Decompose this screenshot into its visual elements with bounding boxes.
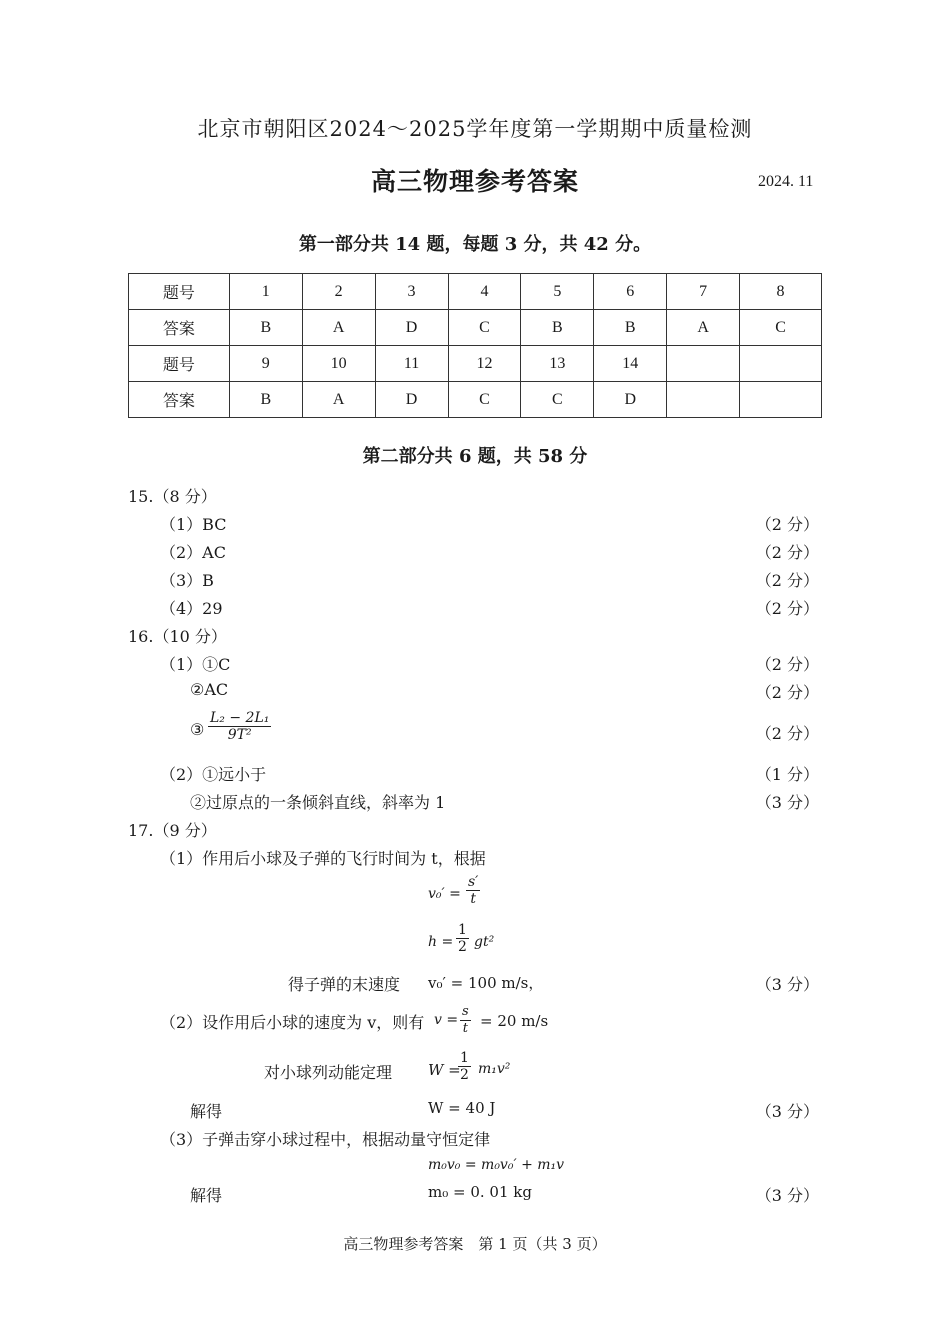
- fraction-denominator: 9T²: [227, 727, 252, 743]
- q15-item: [0, 512, 950, 536]
- equation-lhs: v =: [434, 1012, 459, 1028]
- table-cell: 12: [448, 346, 521, 382]
- equation-rhs: = 20 m/s: [480, 1012, 549, 1030]
- part2-heading: 第二部分共 6 题，共 58 分: [362, 446, 588, 467]
- q17-title-row: [0, 818, 950, 842]
- circled-number: ③: [190, 720, 205, 739]
- q15-title: 15.（8 分）: [128, 487, 217, 506]
- fraction: [458, 1050, 471, 1083]
- q17-ke-theorem: [0, 1050, 950, 1094]
- q17-text: （2）设作用后小球的速度为 v，则有: [160, 1013, 425, 1032]
- table-cell: B: [229, 310, 302, 346]
- equation-rhs: gt²: [474, 934, 495, 950]
- q16-item: [0, 790, 950, 814]
- table-cell: A: [302, 310, 375, 346]
- q15-item-points: （2 分）: [755, 571, 819, 590]
- table-cell: D: [375, 310, 448, 346]
- table-cell: [667, 346, 740, 382]
- q17-text: （3）子弹击穿小球过程中，根据动量守恒定律: [160, 1130, 491, 1149]
- equation: v₀′ = 100 m/s，: [428, 974, 544, 992]
- q16-title: 16.（10 分）: [128, 627, 227, 646]
- fraction: [456, 922, 469, 955]
- equation: m₀ = 0. 01 kg: [428, 1183, 532, 1201]
- table-cell: 14: [594, 346, 667, 382]
- table-row: [129, 310, 822, 346]
- q16-item-label: ②过原点的一条倾斜直线，斜率为 1: [190, 793, 446, 812]
- fraction: [466, 874, 480, 907]
- table-row: [129, 346, 822, 382]
- q17-part2-result: [0, 1099, 950, 1123]
- q16-item: [0, 652, 950, 676]
- table-cell: C: [448, 382, 521, 418]
- equation: m₀v₀ = m₀v₀′ + m₁v: [428, 1157, 565, 1173]
- equation-lhs: W =: [428, 1061, 461, 1079]
- q17-text: 解得: [190, 1102, 223, 1121]
- page-title: 高三物理参考答案: [370, 167, 579, 196]
- equation-lhs: h =: [428, 934, 454, 950]
- equation: W = 40 J: [428, 1099, 496, 1117]
- q17-part1-intro: [0, 846, 950, 870]
- table-cell: [667, 382, 740, 418]
- q15-item-label: （2）AC: [160, 543, 226, 562]
- q16-item-points: （3 分）: [755, 793, 819, 812]
- q15-item-points: （2 分）: [755, 599, 819, 618]
- table-cell: D: [375, 382, 448, 418]
- q15-item-points: （2 分）: [755, 515, 819, 534]
- page-footer: 高三物理参考答案 第 1 页（共 3 页）: [343, 1235, 607, 1253]
- q17-text: 对小球列动能定理: [264, 1063, 393, 1082]
- q15-item: [0, 540, 950, 564]
- table-row: [129, 274, 822, 310]
- table-cell: 4: [448, 274, 521, 310]
- table-row: [129, 382, 822, 418]
- fraction-denominator: t: [462, 1021, 468, 1036]
- exam-header: 北京市朝阳区2024～2025学年度第一学期期中质量检测: [197, 117, 753, 141]
- table-cell: 9: [229, 346, 302, 382]
- q16-item-points: （1 分）: [755, 765, 819, 784]
- q17-text: （1）作用后小球及子弹的飞行时间为 t，根据: [160, 849, 486, 868]
- q17-text: 得子弹的末速度: [288, 975, 401, 994]
- q17-part3-intro: [0, 1127, 950, 1151]
- fraction-numerator: s′: [468, 874, 479, 890]
- table-cell: C: [521, 382, 594, 418]
- q15-item-label: （1）BC: [160, 515, 227, 534]
- fraction-denominator: 2: [460, 1067, 469, 1083]
- table-cell: B: [594, 310, 667, 346]
- fraction-numerator: 1: [458, 922, 467, 938]
- q16-item-points: （2 分）: [755, 655, 819, 674]
- table-row-header: 答案: [129, 310, 230, 346]
- table-row-header: 题号: [129, 346, 230, 382]
- table-cell: [740, 346, 822, 382]
- q16-item-points: （2 分）: [755, 683, 819, 702]
- q17-points: （3 分）: [755, 975, 819, 994]
- q16-item-label: ②AC: [190, 680, 229, 699]
- q17-momentum-eq: [0, 1157, 950, 1181]
- q16-item: [0, 680, 950, 704]
- table-cell: A: [302, 382, 375, 418]
- q15-item-points: （2 分）: [755, 543, 819, 562]
- q16-item-label: （1）①C: [160, 655, 231, 674]
- q16-title-row: [0, 624, 950, 648]
- table-cell: 10: [302, 346, 375, 382]
- q17-points: （3 分）: [755, 1186, 819, 1205]
- table-cell: 5: [521, 274, 594, 310]
- fraction: [208, 710, 271, 743]
- q17-title: 17.（9 分）: [128, 821, 217, 840]
- table-row-header: 题号: [129, 274, 230, 310]
- table-row-header: 答案: [129, 382, 230, 418]
- table-cell: C: [448, 310, 521, 346]
- table-cell: C: [740, 310, 822, 346]
- table-cell: D: [594, 382, 667, 418]
- fraction-numerator: s: [462, 1004, 469, 1019]
- q16-item: [0, 708, 950, 754]
- fraction-numerator: L₂ − 2L₁: [210, 710, 270, 726]
- q15-item: [0, 568, 950, 592]
- q17-part1-result: [0, 972, 950, 996]
- table-cell: 8: [740, 274, 822, 310]
- table-cell: 1: [229, 274, 302, 310]
- q15-item: [0, 596, 950, 620]
- q16-item-points: （2 分）: [755, 724, 819, 743]
- fraction-numerator: 1: [460, 1050, 469, 1066]
- date: 2024. 11: [758, 173, 814, 190]
- table-cell: [740, 382, 822, 418]
- table-cell: 7: [667, 274, 740, 310]
- q17-text: 解得: [190, 1186, 223, 1205]
- fraction: [460, 1004, 471, 1037]
- table-cell: 6: [594, 274, 667, 310]
- table-cell: A: [667, 310, 740, 346]
- q17-part3-result: [0, 1183, 950, 1207]
- table-cell: 2: [302, 274, 375, 310]
- equation-lhs: v₀′ =: [428, 886, 461, 902]
- q17-equation: [0, 922, 950, 966]
- part1-heading: 第一部分共 14 题，每题 3 分，共 42 分。: [298, 234, 652, 255]
- table-cell: B: [521, 310, 594, 346]
- table-cell: 3: [375, 274, 448, 310]
- table-cell: B: [229, 382, 302, 418]
- fraction-denominator: 2: [458, 939, 467, 955]
- fraction-denominator: t: [470, 891, 476, 907]
- answer-table: [128, 273, 822, 418]
- q17-points: （3 分）: [755, 1102, 819, 1121]
- q16-item: [0, 762, 950, 786]
- q17-equation: [0, 874, 950, 918]
- table-cell: 13: [521, 346, 594, 382]
- q15-item-label: （4）29: [160, 599, 223, 618]
- q16-item-label: （2）①远小于: [160, 765, 267, 784]
- q17-part2-intro: [0, 1004, 950, 1044]
- equation-rhs: m₁v²: [478, 1061, 511, 1077]
- q15-title-row: [0, 484, 950, 508]
- q15-item-label: （3）B: [160, 571, 214, 590]
- table-cell: 11: [375, 346, 448, 382]
